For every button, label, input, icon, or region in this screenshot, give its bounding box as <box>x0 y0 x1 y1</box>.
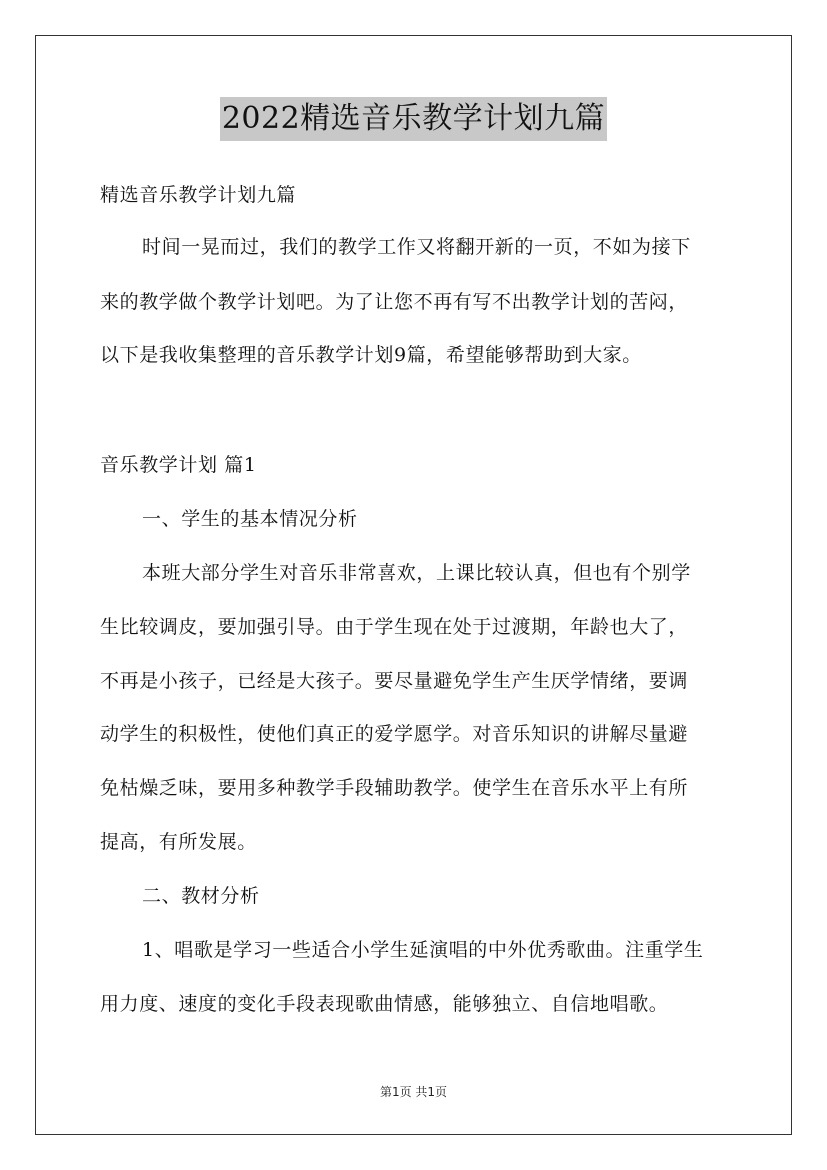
section-heading: 音乐教学计划 篇1 <box>100 454 257 476</box>
part2-line: 1、唱歌是学习一些适合小学生延演唱的中外优秀歌曲。注重学生 <box>142 939 704 961</box>
part1-line: 本班大部分学生对音乐非常喜欢，上课比较认真，但也有个别学 <box>142 562 691 584</box>
document-title: 2022精选音乐教学计划九篇 <box>220 97 607 141</box>
document-subtitle: 精选音乐教学计划九篇 <box>100 184 297 206</box>
part1-line: 不再是小孩子，已经是大孩子。要尽量避免学生产生厌学情绪，要调 <box>100 670 689 692</box>
intro-line: 来的教学做个教学计划吧。为了让您不再有写不出教学计划的苦闷， <box>100 291 689 313</box>
intro-line: 以下是我收集整理的音乐教学计划9篇，希望能够帮助到大家。 <box>100 344 642 366</box>
part1-heading: 一、学生的基本情况分析 <box>142 508 358 530</box>
part2-heading: 二、教材分析 <box>142 885 260 907</box>
part1-line: 动学生的积极性，使他们真正的爱学愿学。对音乐知识的讲解尽量避 <box>100 723 689 745</box>
part1-line: 生比较调皮，要加强引导。由于学生现在处于过渡期，年龄也大了， <box>100 616 689 638</box>
part1-line: 提高，有所发展。 <box>100 831 257 853</box>
part1-line: 免枯燥乏味，要用多种教学手段辅助教学。使学生在音乐水平上有所 <box>100 777 689 799</box>
title-container <box>0 97 827 141</box>
part2-line: 用力度、速度的变化手段表现歌曲情感，能够独立、自信地唱歌。 <box>100 993 669 1015</box>
intro-line: 时间一晃而过，我们的教学工作又将翻开新的一页，不如为接下 <box>142 236 691 258</box>
page-number-footer: 第1页 共1页 <box>379 1085 448 1099</box>
